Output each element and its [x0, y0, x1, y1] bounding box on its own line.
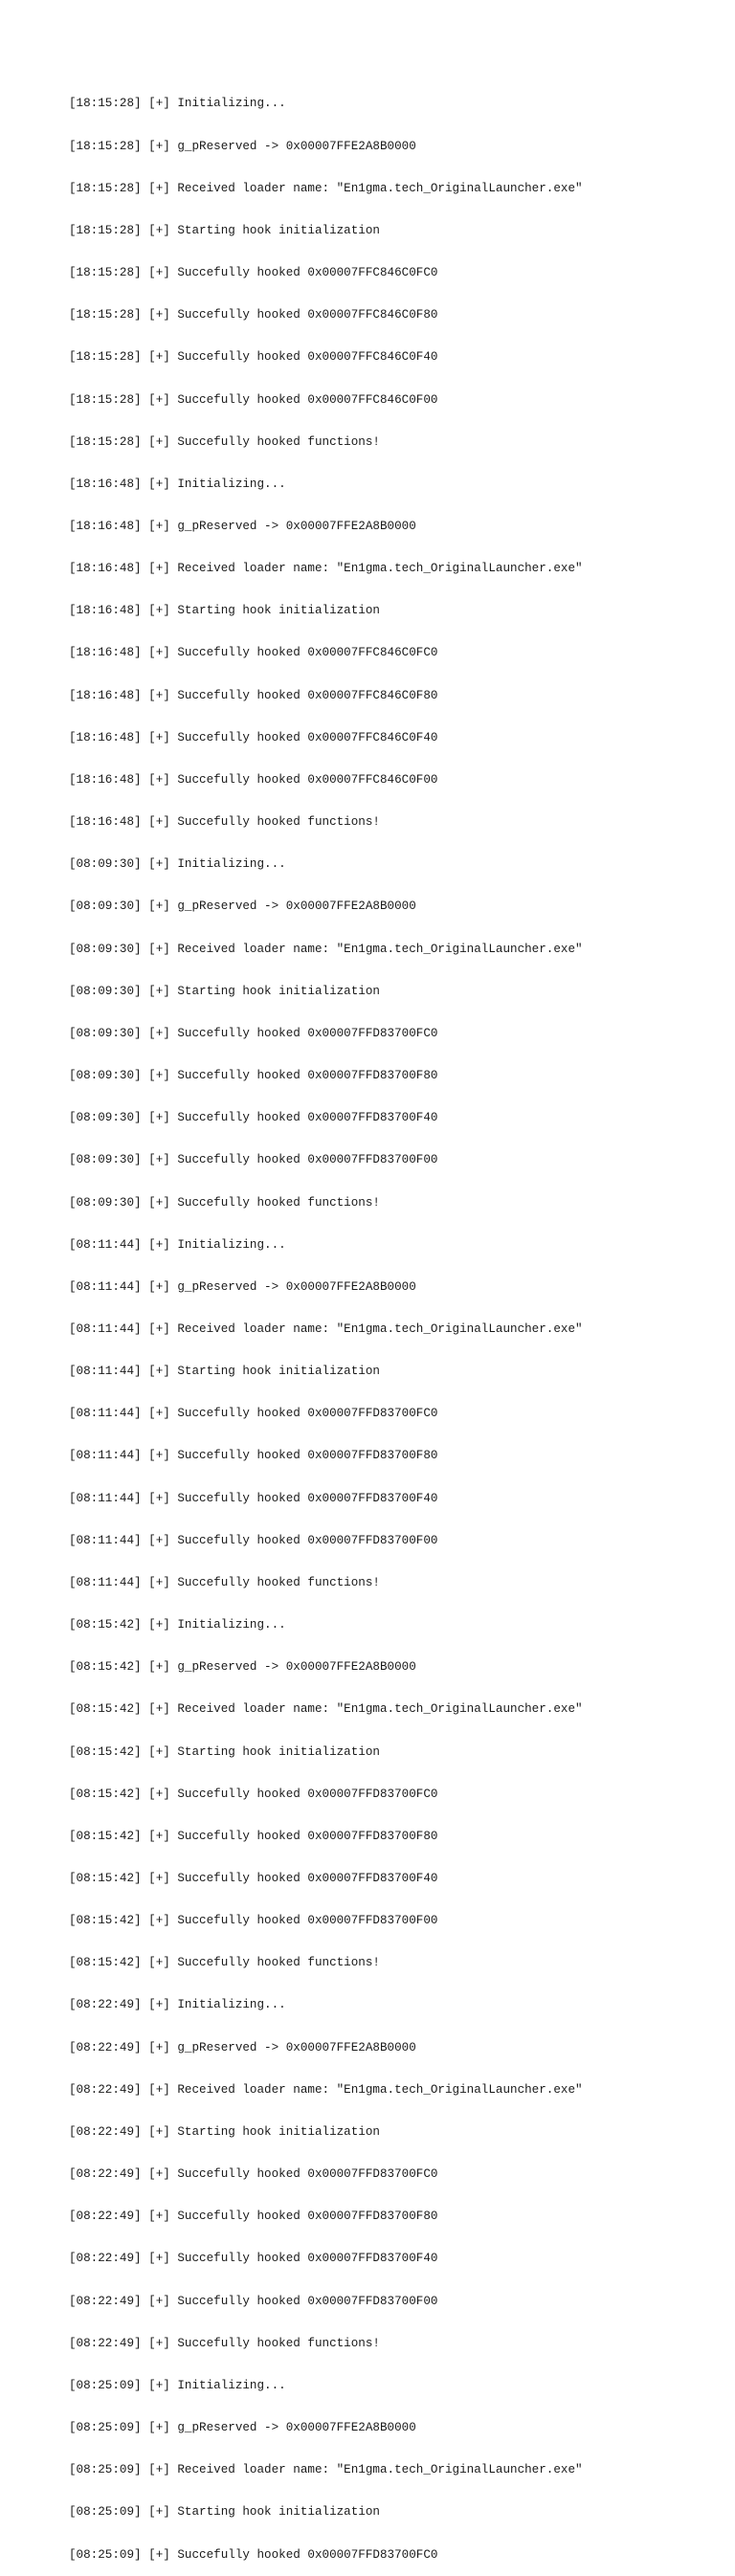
- log-line: [18:15:28] [+] Received loader name: "En1gma.tech_OriginalLauncher.exe": [69, 181, 583, 195]
- log-line: [08:11:44] [+] Initializing...: [69, 1237, 286, 1252]
- log-line: [18:16:48] [+] Succefully hooked functions!: [69, 815, 380, 830]
- log-line: [08:25:09] [+] Succefully hooked 0x00007FFD83700FC0: [69, 2547, 438, 2562]
- log-line: [08:11:44] [+] Succefully hooked 0x00007FFD83700F00: [69, 1533, 438, 1547]
- log-line: [08:22:49] [+] Starting hook initialization: [69, 2124, 380, 2139]
- log-line: [08:09:30] [+] g_pReserved -> 0x00007FFE2A8B0000: [69, 899, 416, 914]
- log-line: [08:22:49] [+] Initializing...: [69, 1998, 286, 2012]
- log-line: [18:16:48] [+] Succefully hooked 0x00007FFC846C0F00: [69, 772, 438, 787]
- log-line: [18:15:28] [+] Succefully hooked 0x00007FFC846C0F00: [69, 392, 438, 407]
- log-line: [08:15:42] [+] Succefully hooked 0x00007FFD83700F00: [69, 1914, 438, 1928]
- log-line: [18:16:48] [+] Initializing...: [69, 477, 286, 491]
- log-line: [08:11:44] [+] g_pReserved -> 0x00007FFE2A8B0000: [69, 1279, 416, 1294]
- log-line: [08:15:42] [+] Starting hook initialization: [69, 1744, 380, 1759]
- log-line: [08:15:42] [+] Succefully hooked functions!: [69, 1956, 380, 1970]
- log-line: [08:09:30] [+] Succefully hooked 0x00007FFD83700F80: [69, 1069, 438, 1083]
- log-line: [08:22:49] [+] g_pReserved -> 0x00007FFE2A8B0000: [69, 2040, 416, 2054]
- log-line: [08:25:09] [+] Received loader name: "En1gma.tech_OriginalLauncher.exe": [69, 2463, 583, 2477]
- log-line: [08:09:30] [+] Succefully hooked functions!: [69, 1195, 380, 1210]
- log-line: [18:15:28] [+] Initializing...: [69, 97, 286, 111]
- log-line: [08:25:09] [+] Initializing...: [69, 2378, 286, 2392]
- log-line: [08:09:30] [+] Received loader name: "En1gma.tech_OriginalLauncher.exe": [69, 942, 583, 956]
- log-line: [08:22:49] [+] Succefully hooked 0x00007FFD83700F00: [69, 2294, 438, 2308]
- log-line: [08:15:42] [+] Succefully hooked 0x00007FFD83700F40: [69, 1872, 438, 1885]
- log-line: [08:25:09] [+] g_pReserved -> 0x00007FFE2A8B0000: [69, 2421, 416, 2435]
- log-line: [08:11:44] [+] Succefully hooked 0x00007FFD83700FC0: [69, 1407, 438, 1421]
- log-line: [08:15:42] [+] Initializing...: [69, 1618, 286, 1632]
- log-line: [08:22:49] [+] Succefully hooked functions!: [69, 2336, 380, 2350]
- log-line: [08:09:30] [+] Initializing...: [69, 857, 286, 872]
- log-line: [08:15:42] [+] Succefully hooked 0x00007FFD83700FC0: [69, 1787, 438, 1801]
- log-line: [08:25:09] [+] Starting hook initialization: [69, 2505, 380, 2520]
- log-line: [18:15:28] [+] Starting hook initialization: [69, 223, 380, 237]
- log-line: [08:09:30] [+] Succefully hooked 0x00007FFD83700F00: [69, 1153, 438, 1167]
- log-line: [18:15:28] [+] Succefully hooked functions!: [69, 434, 380, 449]
- log-text-block: [69, 69, 720, 2576]
- log-line: [18:16:48] [+] g_pReserved -> 0x00007FFE2A8B0000: [69, 520, 416, 533]
- log-line: [08:15:42] [+] Succefully hooked 0x00007FFD83700F80: [69, 1829, 438, 1843]
- log-line: [08:09:30] [+] Succefully hooked 0x00007FFD83700F40: [69, 1111, 438, 1125]
- log-line: [08:22:49] [+] Received loader name: "En1gma.tech_OriginalLauncher.exe": [69, 2082, 583, 2097]
- log-line: [08:11:44] [+] Succefully hooked functions!: [69, 1575, 380, 1589]
- log-line: [08:11:44] [+] Received loader name: "En1gma.tech_OriginalLauncher.exe": [69, 1321, 583, 1336]
- log-line: [18:15:28] [+] g_pReserved -> 0x00007FFE2A8B0000: [69, 139, 416, 153]
- log-line: [18:15:28] [+] Succefully hooked 0x00007FFC846C0F80: [69, 308, 438, 322]
- log-line: [08:09:30] [+] Starting hook initialization: [69, 984, 380, 998]
- log-line: [08:09:30] [+] Succefully hooked 0x00007FFD83700FC0: [69, 1026, 438, 1040]
- log-line: [08:11:44] [+] Starting hook initialization: [69, 1365, 380, 1379]
- log-line: [18:16:48] [+] Starting hook initialization: [69, 604, 380, 618]
- log-line: [18:15:28] [+] Succefully hooked 0x00007FFC846C0F40: [69, 350, 438, 365]
- log-line: [08:22:49] [+] Succefully hooked 0x00007FFD83700F80: [69, 2210, 438, 2224]
- log-line: [18:16:48] [+] Succefully hooked 0x00007FFC846C0F80: [69, 688, 438, 702]
- log-line: [08:22:49] [+] Succefully hooked 0x00007FFD83700F40: [69, 2252, 438, 2266]
- log-line: [08:11:44] [+] Succefully hooked 0x00007FFD83700F80: [69, 1449, 438, 1463]
- log-line: [18:15:28] [+] Succefully hooked 0x00007FFC846C0FC0: [69, 266, 438, 280]
- log-line: [08:15:42] [+] g_pReserved -> 0x00007FFE2A8B0000: [69, 1660, 416, 1675]
- log-line: [08:22:49] [+] Succefully hooked 0x00007FFD83700FC0: [69, 2167, 438, 2182]
- log-line: [18:16:48] [+] Succefully hooked 0x00007FFC846C0FC0: [69, 646, 438, 660]
- log-line: [08:11:44] [+] Succefully hooked 0x00007FFD83700F40: [69, 1491, 438, 1505]
- log-line: [18:16:48] [+] Succefully hooked 0x00007FFC846C0F40: [69, 730, 438, 744]
- log-line: [08:15:42] [+] Received loader name: "En1gma.tech_OriginalLauncher.exe": [69, 1702, 583, 1717]
- log-line: [18:16:48] [+] Received loader name: "En1gma.tech_OriginalLauncher.exe": [69, 562, 583, 576]
